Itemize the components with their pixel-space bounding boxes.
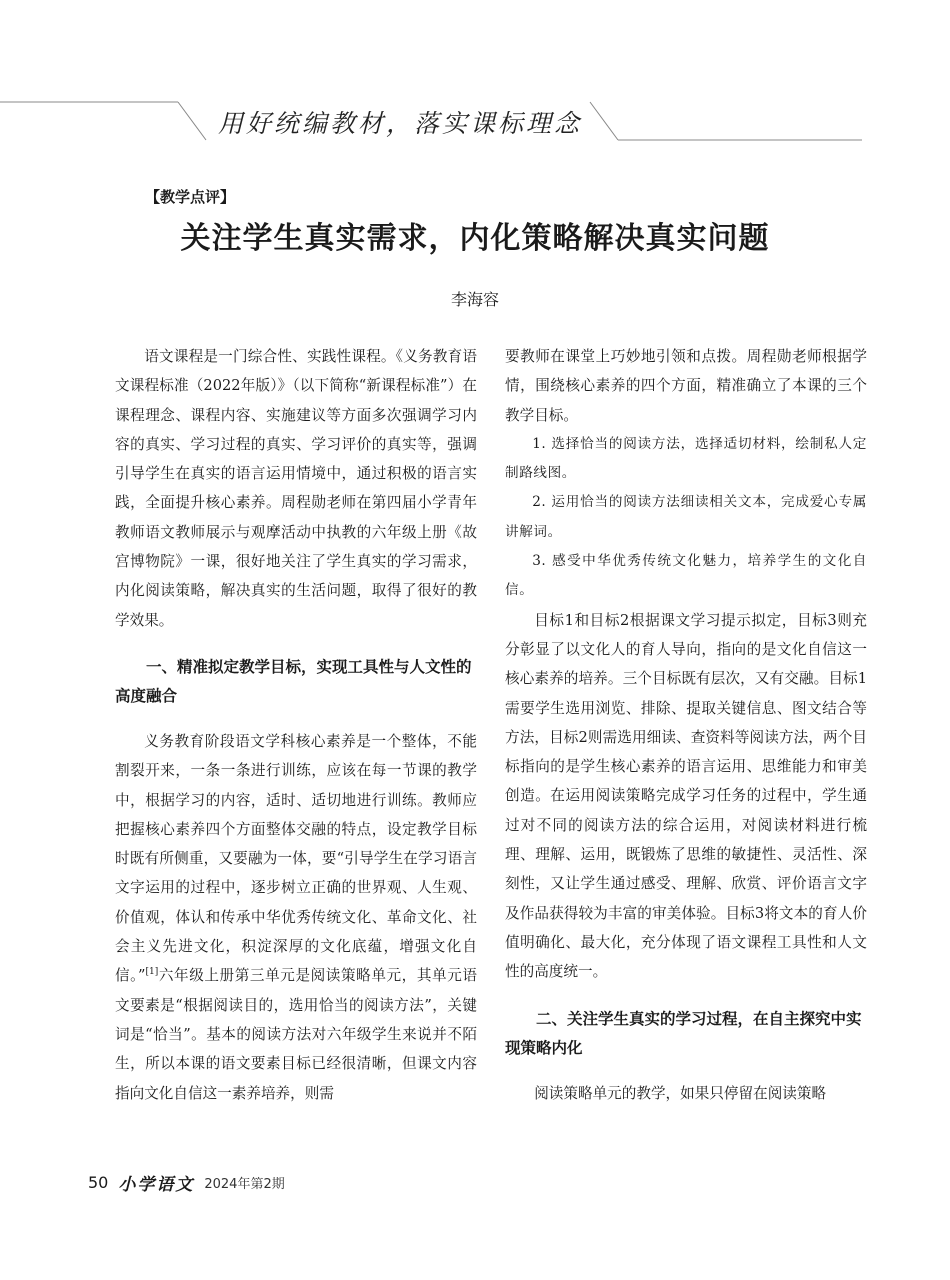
right-column [505,342,867,1108]
section1-text-a: 义务教育阶段语文学科核心素养是一个整体，不能割裂开来，一条一条进行训练，应该在每一节课的教学中，根据学习的内容，适时、适切地进行训练。教师应把握核心素养四个方面整体交融的特点，设定教学目标时既有所侧重，又要融为一体，要“引导学生在学习语言文字运用的过程中，逐步树立正确的世界观、人生观、价值观，体认和传承中华优秀传统文化、革命文化、社会主义先进文化，积淀深厚的文化底蕴，增强文化自信。” [115,732,477,985]
section-heading-2: 二、关注学生真实的学习过程，在自主探究中实现策略内化 [505,1009,862,1057]
goal-item-3: 3. 感受中华优秀传统文化魅力，培养学生的文化自信。 [505,553,867,599]
section1-text-b: 六年级上册第三单元是阅读策略单元，其单元语文要素是“根据阅读目的，选用恰当的阅读方法”，关键词是“恰当”。基本的阅读方法对六年级学生来说并不陌生，所以本课的语文要素目标已经很清晰，但课文内容指向文化自信这一素养培养，则需 [115,967,477,1102]
magazine-name: 小学语文 [118,1175,195,1195]
page-footer [88,1170,285,1195]
issue-label: 2024年第2期 [204,1177,285,1192]
section-heading-1: 一、精准拟定教学目标，实现工具性与人文性的高度融合 [115,657,472,705]
intro-paragraph: 语文课程是一门综合性、实践性课程。《义务教育语文课程标准（2022年版）》（以下简称“新课程标准”）在课程理念、课程内容、实施建议等方面多次强调学习内容的真实、学习过程的真实、学习评价的真实等，强调引导学生在真实的语言运用情境中，通过积极的语言实践，全面提升核心素养。周程勋老师在第四届小学青年教师语文教师展示与观摩活动中执教的六年级上册《故宫博物院》一课，很好地关注了学生真实的学习需求，内化阅读策略，解决真实的生活问题，取得了很好的教学效果。 [115,348,477,629]
page-number: 50 [88,1173,109,1192]
article-title: 关注学生真实需求，内化策略解决真实问题 [180,221,770,256]
goal-item-2: 2. 运用恰当的阅读方法细读相关文本，完成爱心专属讲解词。 [505,494,867,540]
header-banner-title: 用好统编教材，落实课标理念 [218,109,583,138]
continued-paragraph: 要教师在课堂上巧妙地引领和点拨。周程勋老师根据学情，围绕核心素养的四个方面，精准确立了本课的三个教学目标。 [505,348,867,424]
author-name: 李海容 [450,290,499,309]
goals-analysis-paragraph: 目标1和目标2根据课文学习提示拟定，目标3则充分彰显了以文化人的育人导向，指向的是文化自信这一核心素养的培养。三个目标既有层次，又有交融。目标1需要学生选用浏览、排除、提取关键信息、图文结合等方法，目标2则需选用细读、查资料等阅读方法，两个目标指向的是学生核心素养的语言运用、思维能力和审美创造。在运用阅读策略完成学习任务的过程中，学生通过对不同的阅读方法的综合运用，对阅读材料进行梳理、理解、运用，既锻炼了思维的敏捷性、灵活性、深刻性，又让学生通过感受、理解、欣赏、评价语言文字及作品获得较为丰富的审美体验。目标3将文本的育人价值明确化、最大化，充分体现了语文课程工具性和人文性的高度统一。 [505,611,867,981]
section1-paragraph [115,727,477,1108]
goal-item-1: 1. 选择恰当的阅读方法，选择适切材料，绘制私人定制路线图。 [505,435,867,482]
reference-mark[interactable]: [1] [145,967,159,978]
left-column [115,342,477,1108]
section2-paragraph: 阅读策略单元的教学，如果只停留在阅读策略 [534,1084,827,1102]
section-tag: 【教学点评】 [145,188,236,206]
